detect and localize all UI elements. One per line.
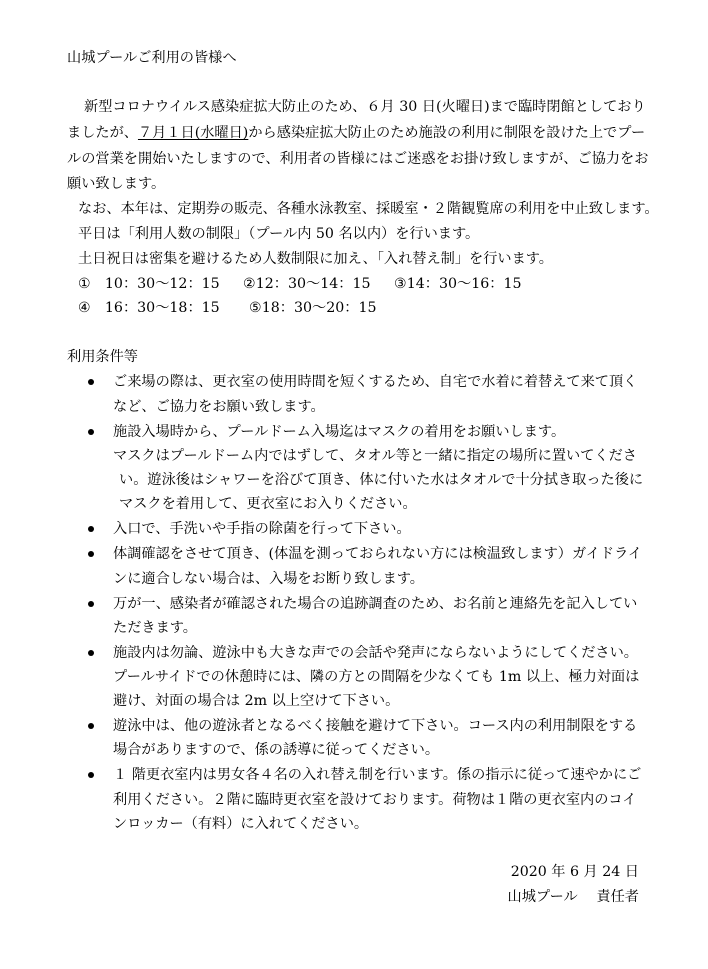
bullet-icon [88, 526, 94, 532]
notice-signature: 山城プール 責任者 [507, 889, 639, 905]
condition-item-2-line-4: マスクを着用して、更衣室にお入りください。 [119, 496, 417, 512]
intro-line-2-c: から感染症拡大防止のため施設の利用に制限を設けた上でプー [248, 125, 646, 141]
conditions-heading: 利用条件等 [67, 349, 138, 365]
condition-item-6-line-2: プールサイドでの休憩時には、隣の方との間隔を少なくても 1m 以上、極力対面は [113, 669, 640, 685]
condition-item-7-line-1: 遊泳中は、他の遊泳者となるべく接触を避けて下さい。コース内の利用制限をする [113, 718, 638, 734]
bullet-icon [88, 429, 94, 435]
time-slot-3: ③14：30〜16：15 [394, 276, 522, 292]
condition-item-2-line-3: い。遊泳後はシャワーを浴びて頂き、体に付いた水はタオルで十分拭き取った後に [119, 472, 644, 488]
condition-item-4-line-1: 体調確認をさせて頂き、(体温を測っておられない方には検温致します）ガイドライ [113, 546, 643, 562]
intro-para-4: 土日祝日は密集を避けるため人数制限に加え、「入れ替え制」を行います。 [78, 251, 553, 267]
intro-para-2: なお、本年は、定期券の販売、各種水泳教室、採暖室・２階観覧席の利用を中止致します。 [78, 201, 659, 217]
condition-item-7-line-2: 場合がありますので、係の誘導に従ってください。 [113, 742, 440, 758]
intro-line-3: ルの営業を開始いたしますので、利用者の皆様にはご迷惑をお掛け致しますが、ご協力をお [67, 151, 649, 167]
condition-item-1-line-2: など、ご協力をお願い致します。 [113, 399, 325, 415]
intro-line-1: 新型コロナウイルス感染症拡大防止のため、６月 30 日(火曜日)まで臨時閉館としており [84, 99, 646, 115]
condition-item-5-line-2: ただきます。 [113, 620, 197, 636]
bullet-icon [88, 723, 94, 729]
time-slot-5: ⑤18：30〜20：15 [249, 300, 377, 316]
time-slot-1: ① 10：30〜12：15 [78, 276, 220, 292]
intro-para-3: 平日は「利用人数の制限」（プール内 50 名以内）を行います。 [78, 226, 480, 242]
condition-item-6-line-1: 施設内は勿論、遊泳中も大きな声での会話や発声にならないようにしてください。 [113, 645, 638, 661]
intro-line-2 [67, 123, 645, 143]
bullet-icon [88, 601, 94, 607]
notice-date: 2020 年 6 月 24 日 [510, 864, 639, 880]
condition-item-1-line-1: ご来場の際は、更衣室の使用時間を短くするため、自宅で水着に着替えて来て頂く [113, 374, 638, 390]
condition-item-5-line-1: 万が一、感染者が確認された場合の追跡調査のため、お名前と連絡先を記入してい [113, 596, 638, 612]
condition-item-4-line-2: ンに適合しない場合は、入場をお断り致します。 [113, 571, 424, 587]
intro-line-2-a: ましたが、 [67, 125, 138, 141]
condition-item-8-line-3: ンロッカー（有料）に入れてください。 [113, 816, 369, 832]
condition-item-8-line-2: 利用ください。２階に臨時更衣室を設けております。荷物は１階の更衣室内のコイ [113, 792, 637, 808]
bullet-icon [88, 772, 94, 778]
condition-item-8-line-1: １ 階更衣室内は男女各４名の入れ替え制を行います。係の指示に従って速やかにご [113, 767, 642, 783]
bullet-icon [88, 379, 94, 385]
reopen-date: ７月１日(水曜日) [137, 125, 249, 141]
condition-item-2-line-2: マスクはプールドーム内ではずして、タオル等と一緒に指定の場所に置いてくださ [113, 448, 637, 464]
time-slot-4: ④ 16：30〜18：15 [78, 300, 220, 316]
condition-item-6-line-3: 避け、対面の場合は 2m 以上空けて下さい。 [113, 693, 400, 709]
intro-line-4: 願い致します。 [67, 176, 166, 192]
condition-item-3-line-1: 入口で、手洗いや手指の除菌を行って下さい。 [113, 521, 411, 537]
bullet-icon [88, 650, 94, 656]
time-slot-2: ②12：30〜14：15 [243, 276, 371, 292]
condition-item-2-line-1: 施設入場時から、プールドーム入場迄はマスクの着用をお願いします。 [113, 424, 566, 440]
notice-title: 山城プールご利用の皆様へ [67, 50, 237, 66]
bullet-icon [88, 551, 94, 557]
